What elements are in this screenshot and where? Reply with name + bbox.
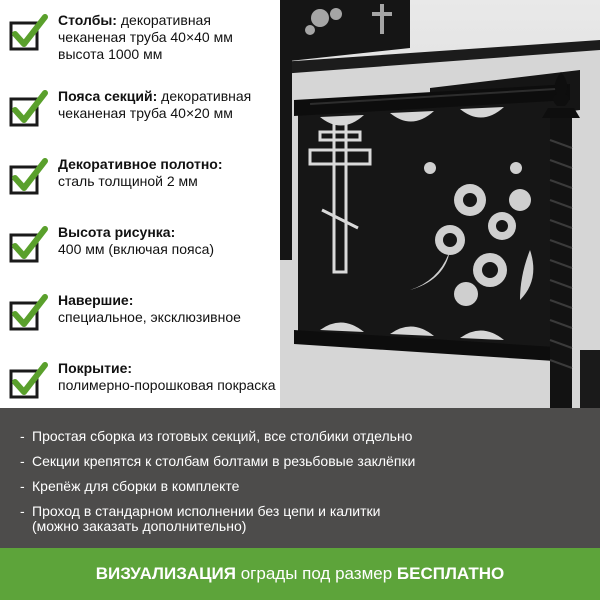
spec-line: чеканеная труба 40×40 мм [58, 29, 233, 45]
spec-label: Навершие: [58, 292, 134, 308]
spec-text [58, 292, 348, 326]
feature-list [20, 429, 590, 544]
checkmark-icon [8, 14, 48, 52]
spec-line: чеканеная труба 40×20 мм [58, 105, 233, 121]
spec-text [58, 156, 348, 190]
feature-text: Крепёж для сборки в комплекте [32, 478, 240, 494]
feature-text: Простая сборка из готовых секций, все столбики отдельно [32, 428, 413, 444]
cta-text [0, 548, 600, 600]
bullet-dash: - [20, 428, 25, 444]
feature-item [20, 504, 590, 534]
feature-text: Секции крепятся к столбам болтами в резьбовые заклёпки [32, 453, 416, 469]
spec-label: Декоративное полотно: [58, 156, 223, 172]
feature-item [20, 454, 590, 469]
spec-text-first: декоративная [157, 88, 252, 104]
spec-label: Столбы: [58, 12, 117, 28]
spec-label: Пояса секций: [58, 88, 158, 104]
spec-text [58, 360, 348, 394]
bullet-dash: - [20, 503, 25, 519]
cta-bold-left: ВИЗУАЛИЗАЦИЯ [95, 564, 236, 583]
cta-band [0, 548, 600, 600]
checkmark-icon [8, 90, 48, 128]
spec-line: сталь толщиной 2 мм [58, 173, 198, 189]
checkmark-icon [8, 294, 48, 332]
spec-line: высота 1000 мм [58, 46, 163, 62]
checkmark-icon [8, 362, 48, 400]
feature-text-continued: (можно заказать дополнительно) [32, 518, 247, 534]
spec-line: специальное, эксклюзивное [58, 309, 241, 325]
spec-text [58, 12, 348, 63]
spec-text [58, 224, 348, 258]
cta-middle: ограды под размер [236, 564, 397, 583]
feature-item [20, 479, 590, 494]
checkmark-icon [8, 158, 48, 196]
spec-text [58, 88, 348, 122]
feature-text: Проход в стандарном исполнении без цепи и калитки [32, 503, 381, 519]
spec-line: 400 мм (включая пояса) [58, 241, 215, 257]
features-band [0, 408, 600, 548]
spec-line: полимерно-порошковая покраска [58, 377, 276, 393]
cta-bold-right: БЕСПЛАТНО [396, 564, 505, 583]
checkmark-icon [8, 226, 48, 264]
bullet-dash: - [20, 453, 25, 469]
spec-label: Высота рисунка: [58, 224, 176, 240]
spec-label: Покрытие: [58, 360, 133, 376]
bullet-dash: - [20, 478, 25, 494]
feature-item [20, 429, 590, 444]
spec-text-first: декоративная [116, 12, 211, 28]
